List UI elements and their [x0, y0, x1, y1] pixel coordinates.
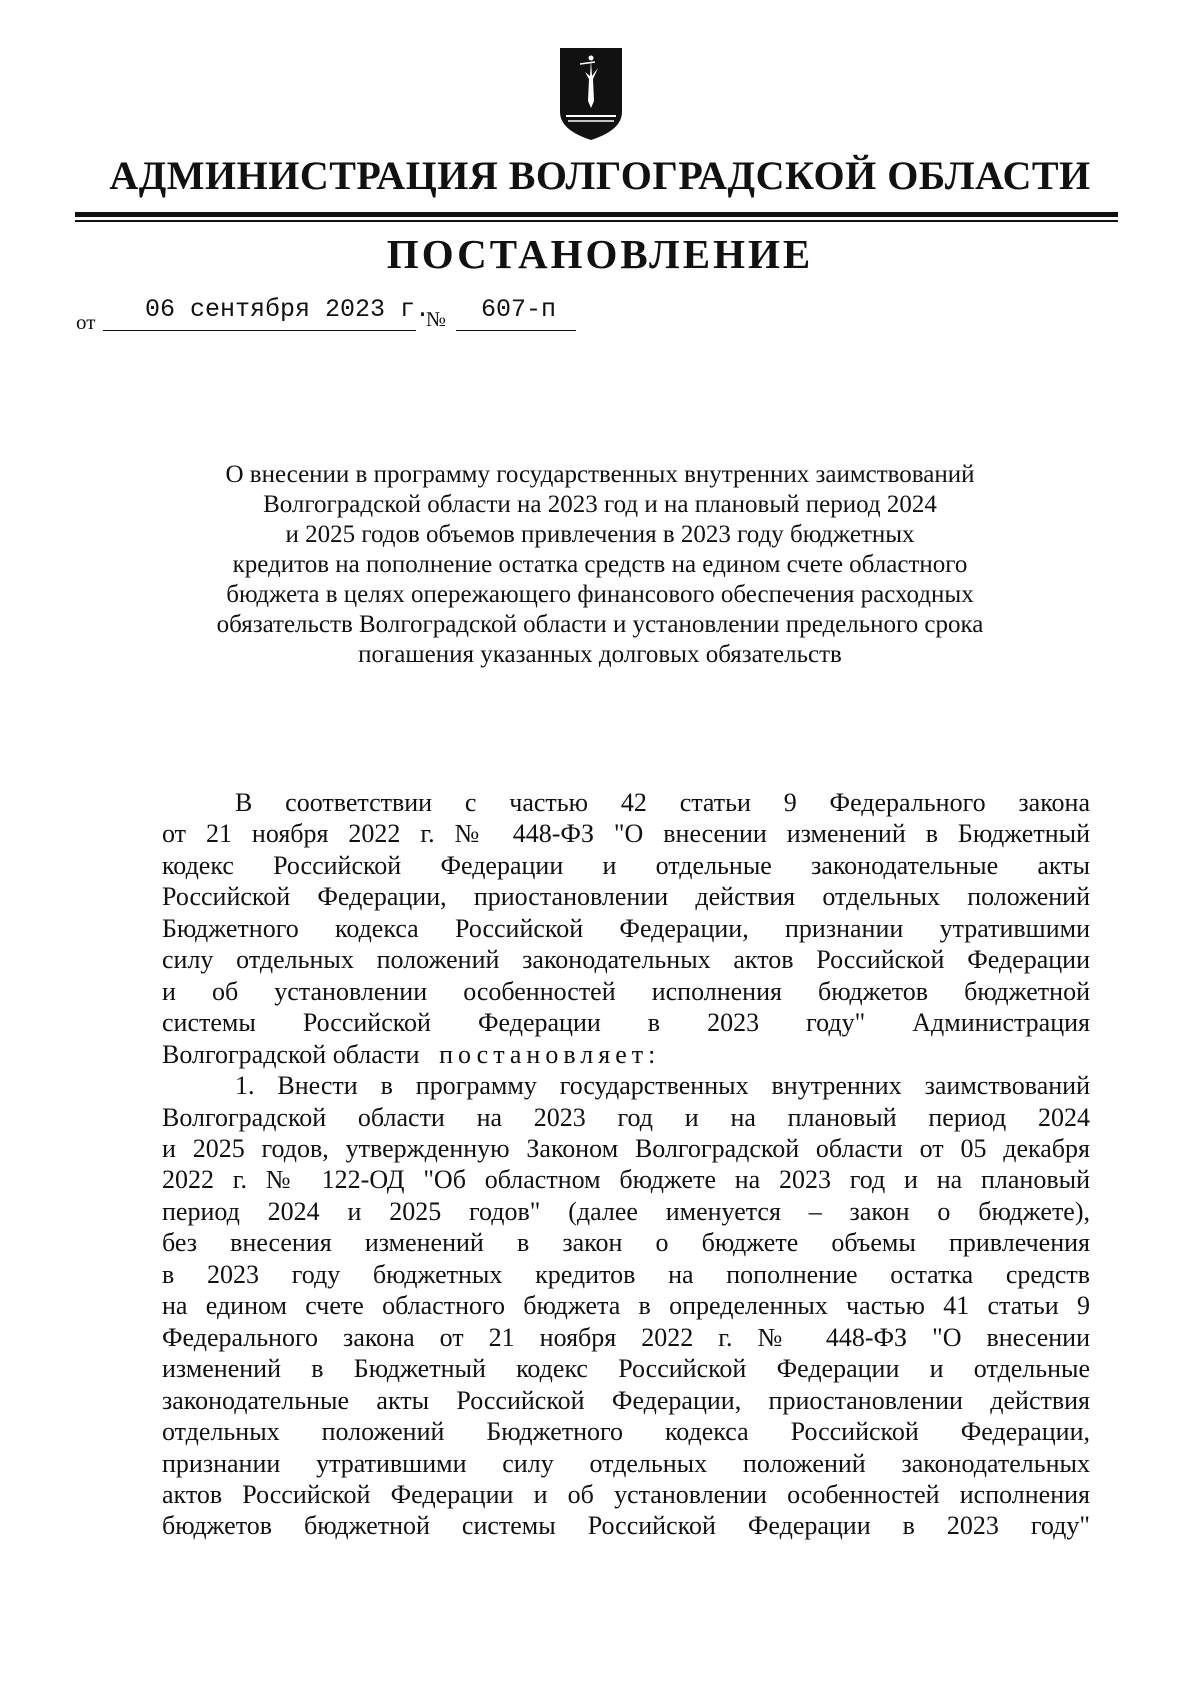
subject-line: кредитов на пополнение остатка средств на едином счете областного [232, 551, 968, 578]
body-line: без внесения изменений в закон о бюджете объемы привлечения [162, 1228, 1090, 1258]
body-line: кодекс Российской Федерации и отдельные законодательные акты [162, 850, 1090, 880]
document-date: 06 сентября 2023 г. [145, 295, 431, 324]
header-divider-thin [75, 220, 1118, 222]
subject-line: обязательств Волгоградской области и установлении предельного срока [216, 611, 984, 638]
body-line: системы Российской Федерации в 2023 году" Администрация [162, 1008, 1090, 1038]
body-line-text: Волгоградской области [162, 1039, 420, 1069]
number-underline [456, 330, 576, 331]
body-line: отдельных положений Бюджетного кодекса Российской Федерации, [162, 1417, 1090, 1447]
body-line: бюджетов бюджетной системы Российской Федерации в 2023 году" [162, 1511, 1090, 1541]
body-line: и об установлении особенностей исполнения бюджетов бюджетной [162, 976, 1090, 1006]
body-line: период 2024 и 2025 годов" (далее именуется – закон о бюджете), [162, 1196, 1090, 1226]
body-line: 1. Внести в программу государственных внутренних заимствований [235, 1071, 1090, 1101]
body-line: признании утратившими силу отдельных положений законодательных [162, 1448, 1090, 1478]
document-type-title: ПОСТАНОВЛЕНИЕ [386, 231, 814, 277]
document-number: 607-п [481, 295, 557, 324]
body-line [162, 1039, 1090, 1070]
subject-line: и 2025 годов объемов привлечения в 2023 году бюджетных [285, 521, 915, 548]
body-line: в 2023 году бюджетных кредитов на пополнение остатка средств [162, 1259, 1090, 1289]
header-divider-thick [75, 212, 1118, 217]
subject-line: Волгоградской области на 2023 год и на плановый период 2024 [263, 491, 937, 518]
body-line: Волгоградской области на 2023 год и на плановый период 2024 [162, 1102, 1090, 1132]
body-line: на едином счете областного бюджета в определенных частью 41 статьи 9 [162, 1291, 1090, 1321]
decree-word: постановляет: [439, 1039, 661, 1069]
body-line: от 21 ноября 2022 г. № 448-ФЗ "О внесении изменений в Бюджетный [162, 819, 1090, 849]
body-line: Бюджетного кодекса Российской Федерации, признании утратившими [162, 913, 1090, 943]
organization-title: АДМИНИСТРАЦИЯ ВОЛГОГРАДСКОЙ ОБЛАСТИ [109, 153, 1091, 198]
body-line: Федерального закона от 21 ноября 2022 г. № 448-ФЗ "О внесении [162, 1322, 1090, 1352]
body-line: законодательные акты Российской Федерации, приостановлении действия [162, 1385, 1090, 1415]
body-line: силу отдельных положений законодательных актов Российской Федерации [162, 945, 1090, 975]
coat-of-arms-emblem [558, 46, 624, 142]
number-sign-label: № [426, 307, 447, 331]
body-line: Российской Федерации, приостановлении действия отдельных положений [162, 882, 1090, 912]
body-line: актов Российской Федерации и об установлении особенностей исполнения [162, 1479, 1090, 1509]
date-prefix-label: от [76, 310, 96, 334]
subject-line: погашения указанных долговых обязательств [358, 641, 842, 668]
subject-line: бюджета в целях опережающего финансового обеспечения расходных [226, 581, 974, 608]
body-line: 2022 г. № 122-ОД "Об областном бюджете на 2023 год и на плановый [162, 1165, 1090, 1195]
body-line: изменений в Бюджетный кодекс Российской Федерации и отдельные [162, 1354, 1090, 1384]
document-body [162, 787, 1090, 1542]
body-line: и 2025 годов, утвержденную Законом Волгоградской области от 05 декабря [162, 1133, 1090, 1163]
date-underline [103, 330, 416, 331]
subject-line: О внесении в программу государственных внутренних заимствований [225, 461, 975, 488]
document-subject [150, 460, 1050, 670]
body-line: В соответствии с частью 42 статьи 9 Федерального закона [235, 788, 1090, 817]
